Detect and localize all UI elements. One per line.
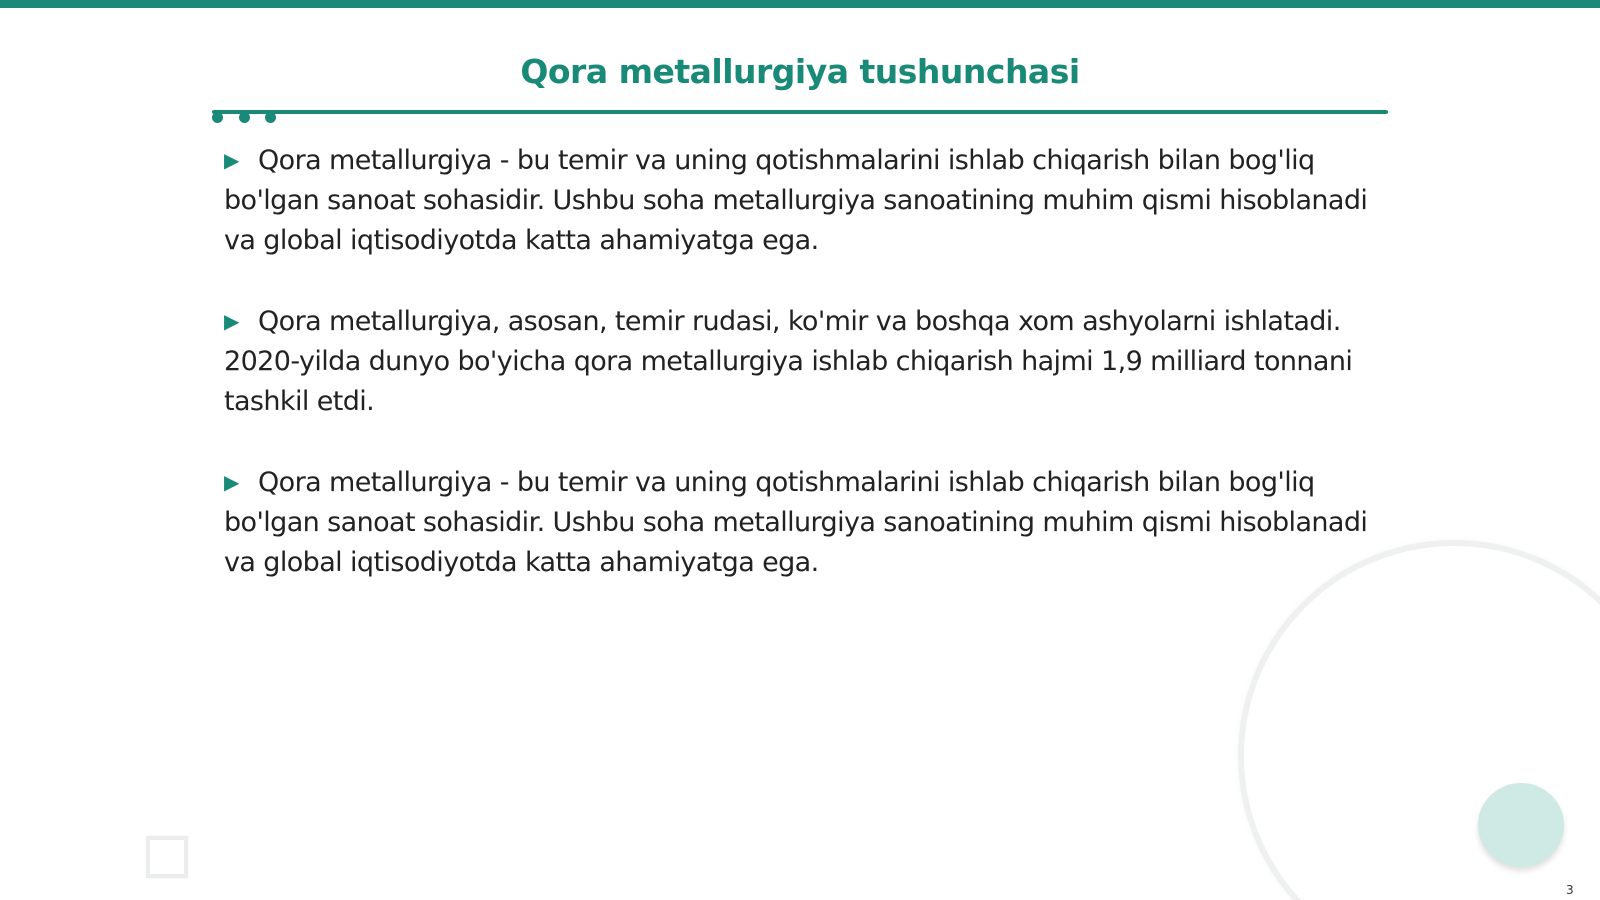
bullet-item [224,140,1374,261]
bullet-item [224,301,1374,422]
triangle-right-icon: ▶ [224,148,239,172]
decorative-dot-icon [239,112,250,123]
title-underline [212,110,1388,114]
page-number: 3 [1566,883,1574,897]
bullet-item [224,462,1374,583]
triangle-right-icon: ▶ [224,470,239,494]
bullet-text: Qora metallurgiya - bu temir va uning qotishmalarini ishlab chiqarish bilan bog'liq bo'lgan sanoat sohasidir. Ushbu soha metallurgiya sanoatining muhim qismi hisoblanadi va global iqtisodiyotda katta ahamiyatga ega. [224,145,1368,256]
top-accent-bar [0,0,1600,8]
decorative-circle [1478,783,1564,867]
bullet-text: Qora metallurgiya, asosan, temir rudasi, ko'mir va boshqa xom ashyolarni ishlatadi. 2020-yilda dunyo bo'yicha qora metallurgiya ishlab chiqarish hajmi 1,9 milliard tonnani tashkil etdi. [224,306,1353,417]
decorative-dot-icon [265,112,276,123]
decorative-dot-icon [212,112,223,123]
decorative-square [146,836,188,878]
bullet-list [224,140,1374,623]
slide-title: Qora metallurgiya tushunchasi [520,52,1080,91]
triangle-right-icon: ▶ [224,309,239,333]
bullet-text: Qora metallurgiya - bu temir va uning qotishmalarini ishlab chiqarish bilan bog'liq bo'lgan sanoat sohasidir. Ushbu soha metallurgiya sanoatining muhim qismi hisoblanadi va global iqtisodiyotda katta ahamiyatga ega. [224,467,1368,578]
